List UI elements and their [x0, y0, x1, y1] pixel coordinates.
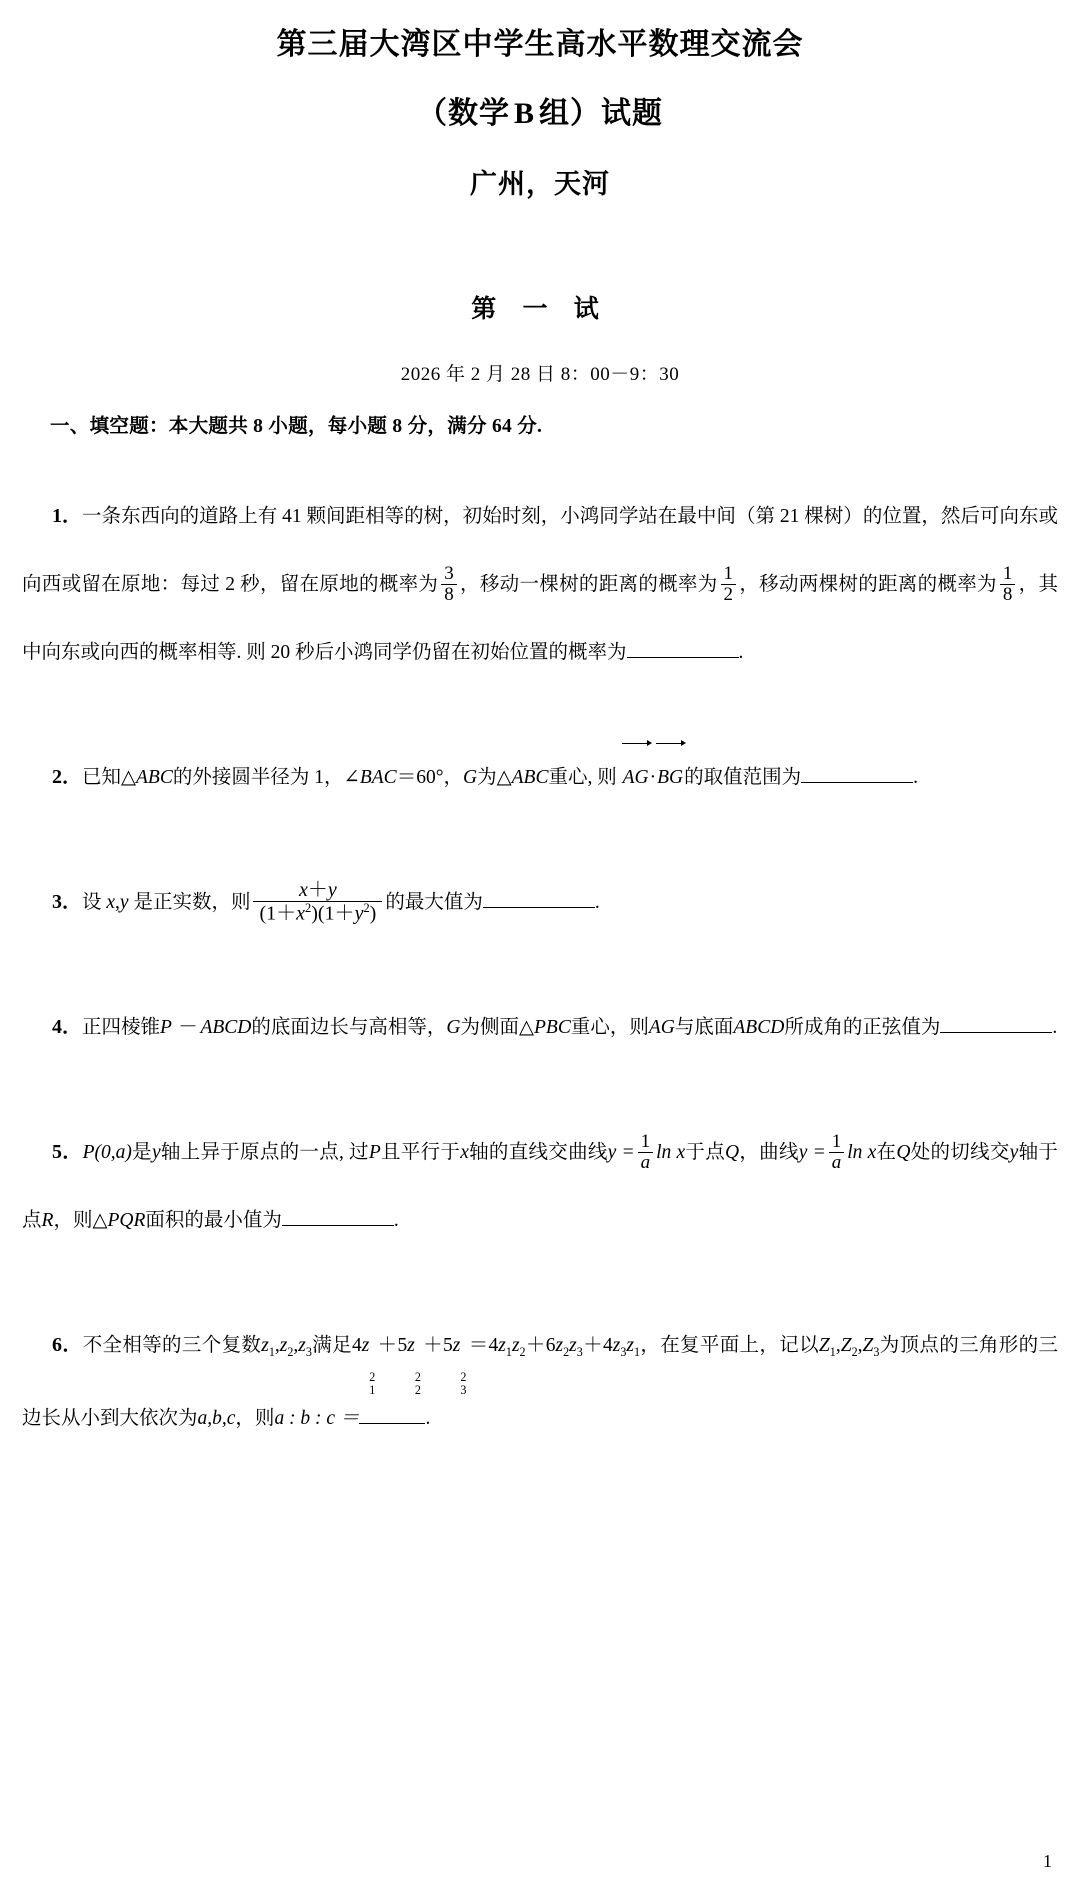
fraction-numerator: 1 — [640, 1130, 651, 1152]
variable-abc-2: ABC — [511, 766, 549, 788]
page-number: 1 — [1043, 1851, 1052, 1871]
fraction-one-over-a-2 — [829, 1132, 845, 1173]
problem-5-text-segment-9: 处的切线交 — [910, 1141, 1010, 1163]
problem-5-text-segment-10: 轴于点 — [22, 1141, 1058, 1231]
fraction-denominator: a — [829, 1152, 845, 1173]
problem-4-tail: . — [1052, 1016, 1058, 1038]
exam-time: 2026 年 2 月 28 日 8：00－9：30 — [400, 363, 680, 385]
title-line-2-prefix: （数学 — [416, 97, 510, 130]
problem-1-text-segment-4: ，其中向东或向西的概率相等. 则 20 秒后小鸿同学仍留在初始位置的概率为 — [22, 573, 1058, 663]
problem-5-text-segment-4: 且平行于 — [380, 1141, 461, 1163]
fraction-numerator: 1 — [723, 562, 734, 584]
problem-5-number: 5． — [52, 1140, 83, 1163]
angle-value: ＝60° — [396, 766, 444, 788]
problem-3-number: 3． — [52, 890, 82, 913]
problem-1-number: 1． — [52, 504, 83, 527]
variable-x: x — [106, 891, 116, 913]
equation-y-equals-2: y = — [798, 1141, 826, 1163]
fraction-denominator: $(1+x^2)(1+y^2)$ — [253, 901, 382, 925]
problem-2-text-segment-3: ， — [443, 766, 464, 788]
variable-abc: ABC — [136, 766, 173, 788]
problem-5-text-segment-6: 于点 — [685, 1141, 726, 1163]
problem-5 — [22, 1118, 1058, 1255]
problem-5-text-segment-7: ，曲线 — [739, 1141, 799, 1163]
answer-blank-problem-4[interactable] — [940, 1012, 1052, 1033]
problem-6-text-segment-3: ，在复平面上，记以 — [640, 1334, 819, 1356]
dot-product-symbol: · — [649, 766, 657, 788]
problem-6-text-segment-2: 满足 — [311, 1334, 352, 1356]
problem-3-text-segment-2: 是正实数，则 — [133, 891, 251, 913]
fraction-denominator: a — [638, 1152, 654, 1173]
answer-blank-problem-2[interactable] — [801, 762, 913, 783]
exam-location: 广州，天河 — [470, 169, 610, 199]
complex-equation: 4z 2 1 ＋5z 2 2 ＋5z 2 3 $=4z_1z_2+6z_2z_3+4z_3z_1$ — [351, 1334, 641, 1397]
problem-6 — [22, 1311, 1058, 1454]
problem-2-number: 2． — [52, 765, 82, 788]
complex-points-list: $Z_1,Z_2,Z_3$ — [818, 1334, 880, 1359]
answer-blank-problem-1[interactable] — [627, 637, 739, 658]
problem-5-text-segment-11: ，则 — [53, 1209, 93, 1231]
problem-3-text-segment-1: 设 — [82, 891, 102, 913]
fraction-expression-problem-3 — [253, 880, 382, 925]
problem-4 — [22, 993, 1058, 1062]
point-p-coordinates: P(0,a) — [82, 1141, 132, 1163]
problem-2-text-segment-4: 为 — [477, 766, 497, 788]
triangle-symbol: △ — [121, 766, 137, 788]
side-lengths-abc: a,b,c — [197, 1408, 236, 1430]
problem-3-tail: . — [594, 891, 600, 913]
problem-3 — [22, 868, 1058, 937]
variable-g: G — [463, 766, 478, 788]
problem-6-text-segment-1: 不全相等的三个复数 — [82, 1334, 262, 1356]
variable-y-2: y — [1009, 1141, 1019, 1163]
fraction-numerator: 1 — [831, 1130, 842, 1152]
problem-5-text-segment-2: 是 — [131, 1141, 152, 1163]
problem-2-text-segment-6: 的取值范围为 — [684, 766, 802, 788]
variable-g: G — [446, 1016, 461, 1038]
variable-ag: AG — [648, 1016, 675, 1038]
problem-5-text-segment-3: 轴上异于原点的一点, 过 — [160, 1141, 369, 1163]
vector-ag — [622, 744, 650, 812]
fraction-numerator: 3 — [444, 562, 454, 584]
problem-6-tail: . — [425, 1408, 431, 1430]
answer-blank-problem-5[interactable] — [282, 1205, 394, 1226]
problem-6-text-segment-4: 为顶点的三角形的三边长从小到大依次为 — [22, 1334, 1058, 1430]
comma-separator: , — [115, 891, 120, 913]
problem-5-text-segment-8: 在 — [876, 1141, 897, 1163]
title-line-2-suffix: 组）试题 — [539, 97, 663, 130]
document-title-line-1: 第三届大湾区中学生高水平数理交流会 — [276, 28, 804, 61]
variable-x: x — [460, 1141, 469, 1163]
variable-q-2: Q — [896, 1141, 911, 1163]
problem-4-text-segment-6: 所成角的正弦值为 — [784, 1016, 941, 1038]
fraction-denominator: 8 — [441, 584, 457, 605]
ratio-expression: a : b : c ＝ — [274, 1408, 360, 1430]
variable-y: y — [151, 1141, 161, 1163]
equation-y-equals: y = — [607, 1141, 635, 1163]
vector-ag-label: AG — [622, 766, 649, 788]
triangle-symbol: △ — [92, 1209, 108, 1231]
answer-blank-problem-3[interactable] — [483, 887, 595, 908]
variable-bac: BAC — [359, 766, 397, 788]
variable-q: Q — [725, 1141, 740, 1163]
problem-5-text-segment-5: 轴的直线交曲线 — [468, 1141, 608, 1163]
problem-4-text-segment-4: 重心，则 — [570, 1016, 649, 1038]
problem-1 — [22, 482, 1058, 687]
title-group-letter: B — [513, 97, 535, 130]
problem-2-tail: . — [913, 766, 918, 788]
ln-x-term-2: ln x — [847, 1141, 877, 1163]
problem-4-text-segment-1: 正四棱锥 — [82, 1016, 161, 1038]
problem-1-text-segment-3: ，移动两棵树的距离的概率为 — [739, 573, 997, 595]
problem-6-text-segment-5: ，则 — [235, 1408, 275, 1430]
problem-5-text-segment-12: 面积的最小值为 — [145, 1209, 282, 1231]
problem-4-text-segment-3: 为侧面 — [460, 1016, 520, 1038]
fraction-denominator: 2 — [721, 584, 737, 605]
problem-6-number: 6． — [52, 1333, 83, 1356]
variable-pqr: PQR — [107, 1209, 146, 1231]
problem-1-tail: . — [738, 641, 744, 663]
angle-symbol: ∠ — [343, 766, 360, 788]
fraction-three-eighths — [441, 564, 457, 605]
problem-4-text-segment-2: 的底面边长与高相等， — [251, 1016, 447, 1038]
problem-2 — [22, 743, 1058, 812]
section-title: 第 一 试 — [471, 295, 609, 323]
triangle-symbol: △ — [496, 766, 512, 788]
variable-abcd: ABCD — [733, 1016, 785, 1038]
variable-y: y — [119, 891, 129, 913]
ln-x-term: ln x — [656, 1141, 686, 1163]
fraction-numerator: 1 — [1002, 562, 1013, 584]
variable-p-abcd: P － ABCD — [160, 1016, 252, 1038]
variable-pbc: PBC — [534, 1016, 571, 1038]
fraction-one-over-a — [638, 1132, 654, 1173]
vector-arrow-icon — [622, 738, 652, 748]
problem-2-text-segment-2: 的外接圆半径为 1， — [172, 766, 344, 788]
vector-bg-label: BG — [657, 766, 684, 788]
problem-4-number: 4． — [52, 1015, 82, 1038]
problem-2-text-segment-1: 已知 — [82, 766, 122, 788]
problem-3-text-segment-3: 的最大值为 — [385, 891, 483, 913]
complex-numbers-list: $z_1,z_2,z_3$ — [261, 1334, 312, 1359]
vector-bg — [656, 744, 684, 812]
problem-4-text-segment-5: 与底面 — [674, 1016, 734, 1038]
fraction-denominator: 8 — [1000, 584, 1016, 605]
problem-1-text-segment-2: ，移动一棵树的距离的概率为 — [459, 573, 718, 595]
variable-p: P — [368, 1141, 381, 1163]
triangle-symbol: △ — [519, 1016, 535, 1038]
vector-arrow-icon — [656, 738, 686, 748]
fraction-numerator: x＋y — [299, 878, 337, 901]
fraction-one-half — [721, 564, 737, 605]
problem-2-text-segment-5: 重心, 则 — [548, 766, 617, 788]
part-one-heading: 一、填空题：本大题共 8 小题，每小题 8 分，满分 64 分. — [50, 415, 543, 437]
fraction-one-eighth — [1000, 564, 1016, 605]
document-title-line-2 — [22, 67, 1058, 136]
variable-r: R — [41, 1209, 54, 1231]
problem-5-tail: . — [393, 1209, 399, 1231]
problem-1-text-segment-1: 一条东西向的道路上有 41 颗间距相等的树，初始时刻，小鸿同学站在最中间（第 21 棵树）的位置，然后可向东或向西或留在原地：每过 2 秒，留在原地的概率为 — [22, 505, 1058, 595]
